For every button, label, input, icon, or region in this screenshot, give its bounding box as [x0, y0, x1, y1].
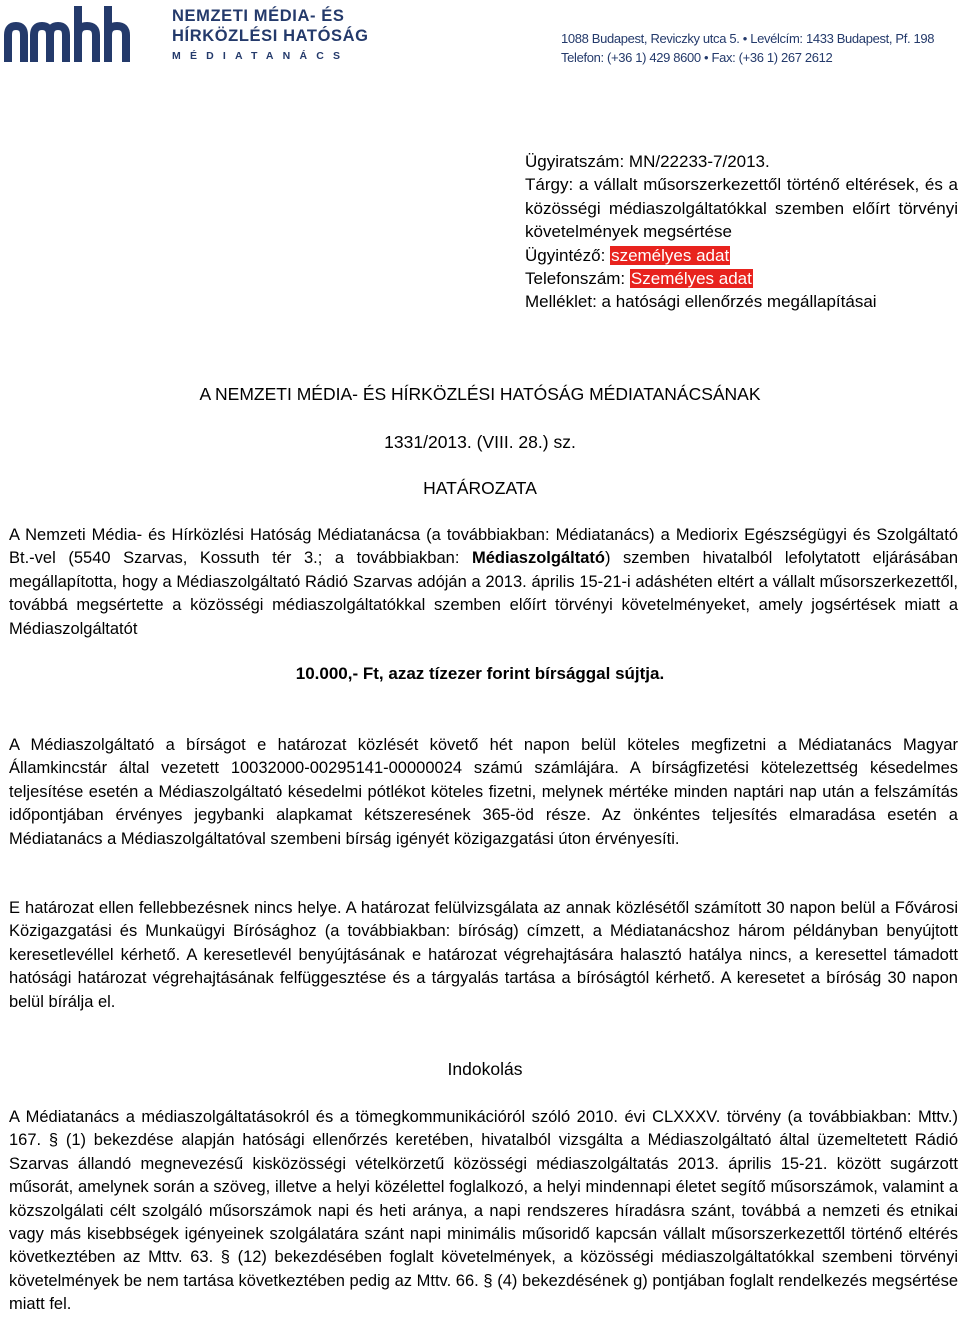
intro-paragraph: [9, 524, 958, 641]
decision-number: 1331/2013. (VIII. 28.) sz.: [384, 432, 576, 452]
letterhead: [0, 0, 960, 72]
nmhh-logo-icon: [4, 2, 164, 66]
attachment-label: Melléklet:: [525, 292, 597, 312]
subject-label: Tárgy:: [525, 175, 574, 195]
reasoning-paragraph: A Médiatanács a médiaszolgáltatásokról és a tömegkommunikációról szóló 2010. évi CLXXXV. törvény (a továbbiakban: Mttv.) 167. § (1) bekezdése alapján hatósági ellenőrzés keretében, hivatalból vizsgálta a Médiaszolgáltató által üzemeltetett Rádió Szarvas állandó megnevezésű kisközösségi vételkörzetű közösségi médiaszolgáltatás 2013. április 15-21. között sugárzott műsorát, amelynek során a szöveg, illetve a helyi közélettel foglalkozó, a helyi mindennapi életet segítő műsorszámok, valamint a közszolgálati célt szolgáló műsorszámok napi és heti aránya, a napi rendszeres híradásra szánt, továbbá a nemzeti és etnikai vagy más kisebbségek igényeinek szolgálatára szánt napi minimális műsoridő kapcsán vállalt műsorszerkezettől történő eltérés következtében az Mttv. 63. § (12) bekezdésében foglalt követelmények, a közösségi médiaszolgáltatókkal szembeni törvényi követelmények be nem tartása következtében pedig az Mttv. 66. § (4) bekezdésének g) pontjában foglalt rendelkezés megsértése miatt fel.: [9, 1108, 958, 1314]
org-line-3: MÉDIATANÁCS: [172, 50, 350, 62]
phone-label: Telefonszám:: [525, 269, 626, 289]
phone: [525, 267, 958, 290]
authority-heading: A NEMZETI MÉDIA- ÉS HÍRKÖZLÉSI HATÓSÁG MÉDIATANÁCSÁNAK: [199, 384, 761, 404]
case-label: Ügyiratszám:: [525, 152, 625, 171]
subject: [525, 173, 958, 243]
decision-title: HATÁROZATA: [423, 478, 537, 498]
fine-statement: 10.000,- Ft, azaz tízezer forint bírsággal sújtja.: [295, 664, 665, 683]
payment-paragraph: A Médiaszolgáltató a bírságot e határozat közlését követő hét napon belül köteles megfizetni a Médiatanács Magyar Államkincstár által vezetett 10032000-00295141-00000024 számú számlájára. A bírságfizetési kötelezettség késedelmes teljesítése esetén a Médiaszolgáltató késedelmi pótlékot köteles fizetni, melynek mértéke minden naptári nap után a felszámítás időpontjában érvényes jegybanki alapkamat kétszeresének 365-öd része. Az önkéntes teljesítés elmaradása esetén a Médiatanács a Médiaszolgáltatóval szembeni bírság igényét közigazgatási úton érvényesíti.: [9, 736, 958, 848]
attachment: [525, 290, 958, 313]
reasoning-title: Indokolás: [447, 1059, 523, 1079]
officer: [525, 244, 958, 267]
intro-part-2: ) szemben hivatalból lefolytatott eljárásában megállapította, hogy a Médiaszolgáltató Rádió Szarvas adóján a 2013. április 15-21-i adáshéten eltért a vállalt műsorszerkezettől, továbbá megsértette a közösségi médiaszolgáltatókkal szemben előírt törvényi követelményeket, amely jogsértések miatt a Médiaszolgáltatót: [9, 549, 958, 638]
case-number: [525, 150, 958, 173]
contact-info: [561, 29, 934, 67]
phone-redacted: Személyes adat: [630, 269, 752, 289]
appeal-paragraph: E határozat ellen fellebbezésnek nincs helye. A határozat felülvizsgálata az annak közlésétől számított 30 napon belül a Fővárosi Közigazgatási és Munkaügyi Bírósághoz (a továbbiakban: bíróság) címzett, a Médiatanácshoz három példányban benyújtott keresetlevéllel kérhető. A keresetlevél benyújtásának e határozat végrehajtására halasztó hatálya nincs, a keresettel támadott hatósági határozat végrehajtásának felfüggesztése és a tárgyalás tartása a bíróságtól kérhető. A keresetet a bíróság 30 napon belül bírálja el.: [9, 899, 958, 1011]
address-line: 1088 Budapest, Reviczky utca 5. • Levélcím: 1433 Budapest, Pf. 198: [561, 31, 935, 46]
document-meta: [525, 150, 958, 314]
org-line-1: NEMZETI MÉDIA- ÉS: [172, 7, 345, 25]
intro-bold-term: Médiaszolgáltató: [472, 549, 605, 568]
org-line-2: HÍRKÖZLÉSI HATÓSÁG: [172, 27, 369, 45]
officer-redacted: személyes adat: [611, 245, 730, 265]
phone-line: Telefon: (+36 1) 429 8600 • Fax: (+36 1) 267 2612: [561, 50, 833, 65]
attachment-value: a hatósági ellenőrzés megállapításai: [601, 292, 877, 312]
organization-name: [172, 6, 369, 64]
officer-label: Ügyintéző:: [525, 245, 606, 265]
subject-value: a vállalt műsorszerkezettől történő eltérések, és a közösségi médiaszolgáltatókkal szemben előírt törvényi követelmények megsértése: [525, 175, 958, 242]
case-value: MN/22233-7/2013.: [628, 152, 770, 171]
intro-part-1: A Nemzeti Média- és Hírközlési Hatóság Médiatanácsa (a továbbiakban: Médiatanács) a Mediorix Egészségügyi és Szolgáltató Bt.-vel (5540 Szarvas, Kossuth tér 3.; a továbbiakban:: [9, 526, 958, 568]
